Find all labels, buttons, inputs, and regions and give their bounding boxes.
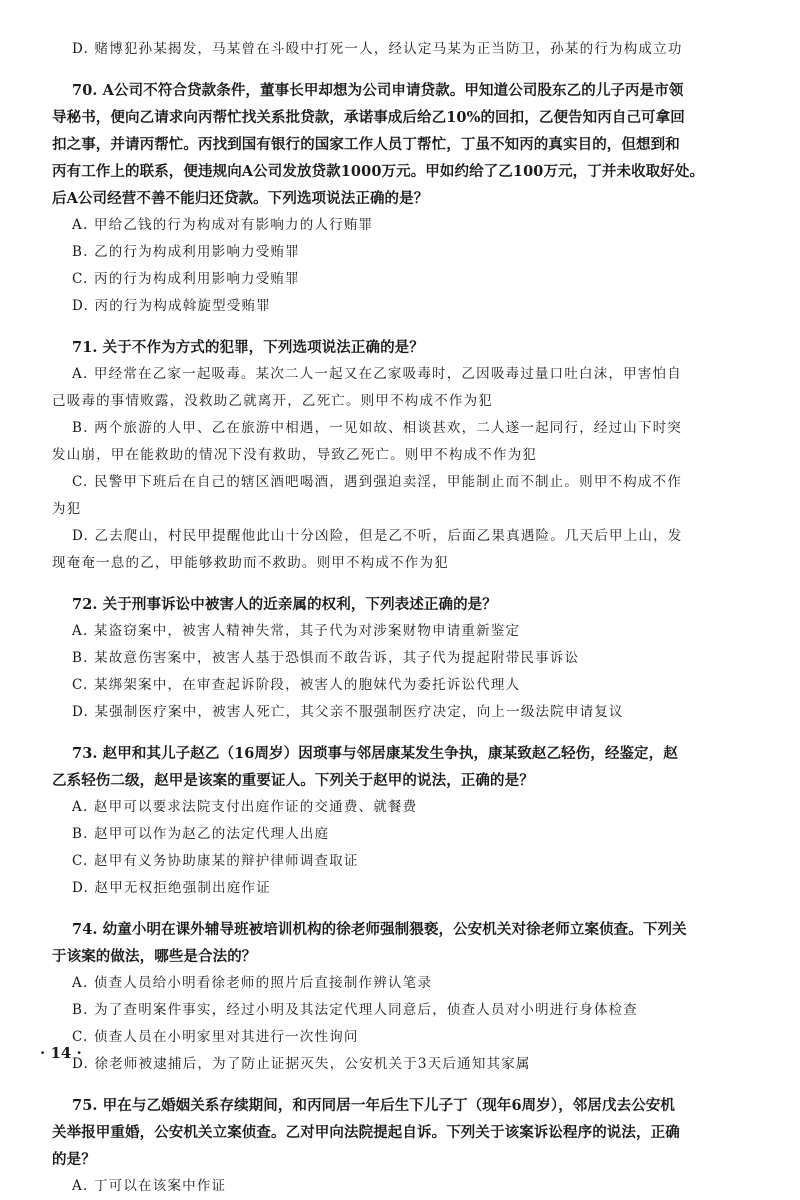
question-74-option-a: A. 侦查人员给小明看徐老师的照片后直接制作辨认笔录 xyxy=(72,975,433,991)
question-71-option-c: C. 民警甲下班后在自己的辖区酒吧喝酒，遇到强迫卖淫，甲能制止而不制止。则甲不构成不作 xyxy=(72,474,683,490)
question-71 xyxy=(52,334,752,577)
question-70-option-b: B. 乙的行为构成利用影响力受贿罪 xyxy=(72,244,300,260)
question-73 xyxy=(52,740,752,902)
question-72-option-b: B. 某故意伤害案中，被害人基于恐惧而不敢告诉，其子代为提起附带民事诉讼 xyxy=(72,650,580,666)
question-73-stem-line: 乙系轻伤二级，赵甲是该案的重要证人。下列关于赵甲的说法，正确的是？ xyxy=(52,772,534,789)
question-73-option-d: D. 赵甲无权拒绝强制出庭作证 xyxy=(72,880,271,896)
question-70-stem-line: 70. A公司不符合贷款条件，董事长甲却想为公司申请贷款。甲知道公司股东乙的儿子丙是市领 xyxy=(72,82,684,99)
question-70 xyxy=(52,77,752,320)
question-74-stem-line: 于该案的做法，哪些是合法的？ xyxy=(52,948,257,965)
question-70-option-d: D. 丙的行为构成斡旋型受贿罪 xyxy=(72,298,271,314)
question-71-option-d-cont: 现奄奄一息的乙，甲能够救助而不救助。则甲不构成不作为犯 xyxy=(52,555,449,571)
question-70-option-c: C. 丙的行为构成利用影响力受贿罪 xyxy=(72,271,300,287)
question-74-option-b: B. 为了查明案件事实，经过小明及其法定代理人同意后，侦查人员对小明进行身体检查 xyxy=(72,1002,639,1018)
question-74-option-c: C. 侦查人员在小明家里对其进行一次性询问 xyxy=(72,1029,359,1045)
question-70-stem-line: 后A公司经营不善不能归还贷款。下列选项说法正确的是？ xyxy=(52,190,429,207)
question-75-stem-line: 关举报甲重婚，公安机关立案侦查。乙对甲向法院提起自诉。下列关于该案诉讼程序的说法，正确 xyxy=(52,1124,680,1141)
question-73-option-c: C. 赵甲有义务协助康某的辩护律师调查取证 xyxy=(72,853,359,869)
question-75-option-a: A. 丁可以在该案中作证 xyxy=(72,1178,227,1194)
question-70-stem-line: 扣之事，并请丙帮忙。丙找到国有银行的国家工作人员丁帮忙，丁虽不知丙的真实目的，但想到和 xyxy=(52,136,680,153)
question-75-stem-line: 的是？ xyxy=(52,1151,96,1168)
question-75 xyxy=(52,1092,752,1200)
question-74 xyxy=(52,916,752,1078)
question-73-stem-line: 73. 赵甲和其儿子赵乙（16周岁）因琐事与邻居康某发生争执，康某致赵乙轻伤，经鉴定，赵 xyxy=(72,745,678,762)
question-73-option-b: B. 赵甲可以作为赵乙的法定代理人出庭 xyxy=(72,826,330,842)
question-71-option-b-cont: 发山崩，甲在能救助的情况下没有救助，导致乙死亡。则甲不构成不作为犯 xyxy=(52,447,538,463)
page-number: · 14 · xyxy=(40,1044,82,1062)
exam-page xyxy=(52,36,752,1200)
question-73-option-a: A. 赵甲可以要求法院支付出庭作证的交通费、就餐费 xyxy=(72,799,418,815)
question-71-option-a-cont: 己吸毒的事情败露，没救助乙就离开，乙死亡。则甲不构成不作为犯 xyxy=(52,393,493,409)
previous-question-option-d: D. 赌博犯孙某揭发，马某曾在斗殴中打死一人，经认定马某为正当防卫，孙某的行为构成立功 xyxy=(72,41,683,57)
question-72-option-a: A. 某盗窃案中，被害人精神失常，其子代为对涉案财物申请重新鉴定 xyxy=(72,623,521,639)
question-70-stem-line: 导秘书，便向乙请求向丙帮忙找关系批贷款，承诺事成后给乙10%的回扣，乙便告知丙自己可拿回 xyxy=(52,109,685,126)
question-75-stem-line: 75. 甲在与乙婚姻关系存续期间，和丙同居一年后生下儿子丁（现年6周岁），邻居戊去公安机 xyxy=(72,1097,676,1114)
question-71-option-a: A. 甲经常在乙家一起吸毒。某次二人一起又在乙家吸毒时，乙因吸毒过量口吐白沫，甲害怕自 xyxy=(72,366,682,382)
question-71-stem: 71. 关于不作为方式的犯罪，下列选项说法正确的是？ xyxy=(72,339,424,356)
question-72-stem: 72. 关于刑事诉讼中被害人的近亲属的权利，下列表述正确的是？ xyxy=(72,596,497,613)
question-72 xyxy=(52,591,752,726)
question-72-option-c: C. 某绑架案中，在审查起诉阶段，被害人的胞妹代为委托诉讼代理人 xyxy=(72,677,521,693)
question-71-option-d: D. 乙去爬山，村民甲提醒他此山十分凶险，但是乙不听，后面乙果真遇险。几天后甲上山，发 xyxy=(72,528,683,544)
question-72-option-d: D. 某强制医疗案中，被害人死亡，其父亲不服强制医疗决定，向上一级法院申请复议 xyxy=(72,704,624,720)
question-74-stem-line: 74. 幼童小明在课外辅导班被培训机构的徐老师强制猥亵，公安机关对徐老师立案侦查。下列关 xyxy=(72,921,687,938)
question-70-option-a: A. 甲给乙钱的行为构成对有影响力的人行贿罪 xyxy=(72,217,374,233)
question-71-option-b: B. 两个旅游的人甲、乙在旅游中相遇，一见如故、相谈甚欢，二人遂一起同行，经过山下时突 xyxy=(72,420,683,436)
question-70-stem-line: 丙有工作上的联系，便违规向A公司发放贷款1000万元。甲如约给了乙100万元，丁并未收取好处。 xyxy=(52,163,705,180)
question-71-option-c-cont: 为犯 xyxy=(52,501,82,517)
question-74-option-d: D. 徐老师被逮捕后，为了防止证据灭失，公安机关于3天后通知其家属 xyxy=(72,1056,531,1072)
